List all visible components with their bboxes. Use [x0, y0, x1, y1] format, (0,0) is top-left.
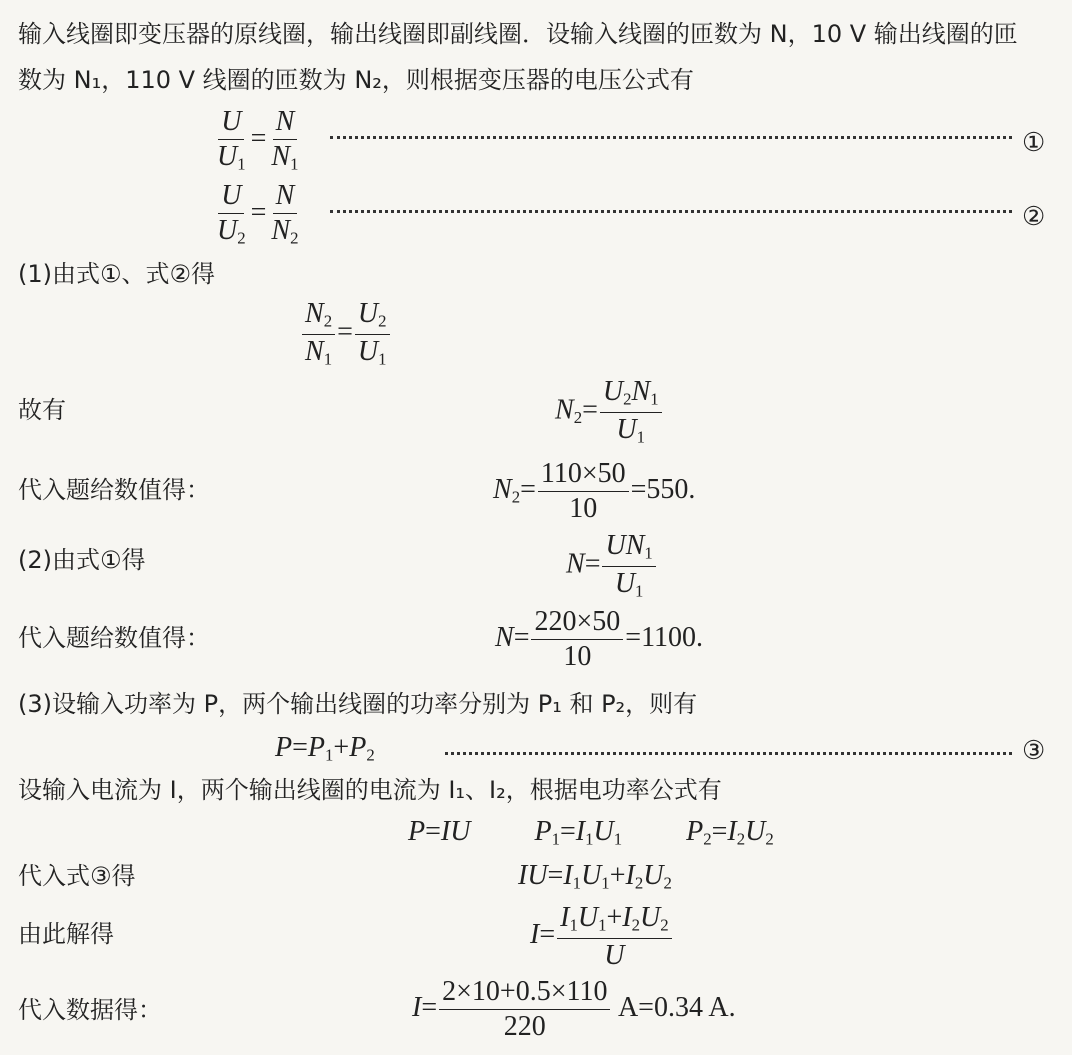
i-result: A=0.34 A. — [617, 991, 736, 1023]
equation-current-sum: $IU=I_1U_1+I_2U_2$ — [518, 860, 672, 893]
equation-n-value: N= $\frac{220\times 50}{10}$ =1100. — [495, 606, 704, 672]
substitute-label-1: 代入题给数值得： — [18, 476, 210, 504]
equation-ratio: $\frac{N_2}{N_1}$ = $\frac{U_2}{U_1}$ — [300, 300, 392, 368]
n2-denominator: 10 — [569, 493, 598, 524]
substitute-label-2: 代入题给数值得： — [18, 624, 210, 652]
n-result: =1100. — [625, 621, 704, 653]
i-numerator: 2×10+0.5×110 — [439, 978, 610, 1010]
equation-i-value: I= $\frac{2\times 10+0.5\times 110}{220}$ A=0.34 A. — [412, 976, 736, 1042]
part-3-heading: (3)设输入功率为 P，两个输出线圈的功率分别为 P₁ 和 P₂，则有 — [18, 690, 698, 718]
part-1-heading: (1)由式①、式②得 — [18, 260, 216, 288]
intro-line-1: 输入线圈即变压器的原线圈，输出线圈即副线圈．设输入线圈的匝数为 N，10 V 输出线圈的匝 — [18, 20, 1018, 48]
equation-power-sum: $P=P_1+P_2$ — [275, 732, 375, 765]
therefore-label: 故有 — [18, 396, 66, 424]
n-denominator: 10 — [563, 641, 592, 672]
intro-line-2: 数为 N₁，110 V 线圈的匝数为 N₂，则根据变压器的电压公式有 — [18, 66, 694, 94]
solve-label: 由此解得 — [18, 920, 114, 948]
n2-result: =550. — [630, 473, 696, 505]
equation-power-formulas: P=IU $P_1=I_1U_1$ $P_2=I_2U_2$ — [408, 816, 774, 849]
equation-i: I= $\frac{I_1U_1+I_2U_2}{U}$ — [530, 904, 674, 970]
substitute-data-label: 代入数据得： — [18, 996, 162, 1024]
current-intro: 设输入电流为 I，两个输出线圈的电流为 I₁、I₂，根据电功率公式有 — [18, 776, 722, 804]
equation-n: N= $\frac{UN_1}{U_1}$ — [566, 532, 658, 600]
equation-mark-3: ③ — [1022, 736, 1046, 766]
equation-1: $\frac{U}{U_1}$ = $\frac{N}{N_1}$ — [217, 106, 299, 174]
equation-n2: $N_2=$ $\frac{U_2N_1}{U_1}$ — [555, 378, 664, 446]
dotted-leader-1 — [330, 136, 1012, 139]
n2-numerator: 110×50 — [538, 460, 629, 492]
part-2-heading: (2)由式①得 — [18, 546, 146, 574]
n-numerator: 220×50 — [531, 608, 623, 640]
sub-eq3-label: 代入式③得 — [18, 862, 136, 890]
equation-mark-1: ① — [1022, 128, 1046, 158]
i-denominator: 220 — [503, 1011, 546, 1042]
equation-n2-value: $N_2=$ $\frac{110\times 50}{10}$ =550. — [493, 458, 696, 524]
dotted-leader-2 — [330, 210, 1012, 213]
dotted-leader-3 — [445, 752, 1012, 755]
equation-2: $\frac{U}{U_2}$ = $\frac{N}{N_2}$ — [217, 180, 299, 248]
equation-mark-2: ② — [1022, 202, 1046, 232]
